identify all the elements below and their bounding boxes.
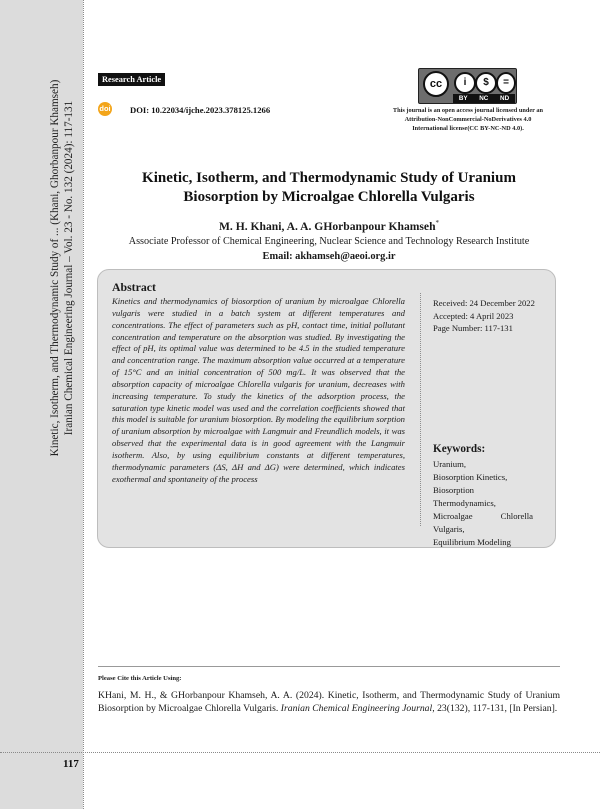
title-line-2: Biosorption by Microalgae Chlorella Vulgaris bbox=[183, 188, 475, 205]
page-number: 117 bbox=[63, 758, 79, 770]
nd-icon: = bbox=[496, 72, 516, 94]
by-icon: i bbox=[454, 72, 476, 94]
keyword-item: Thermodynamics, bbox=[433, 498, 496, 508]
citation-journal: Iranian Chemical Engineering Journal bbox=[280, 703, 433, 714]
doi-link[interactable]: DOI: 10.22034/ijche.2023.378125.1266 bbox=[130, 105, 271, 115]
license-statement bbox=[376, 106, 560, 134]
cc-label-nc: NC bbox=[479, 95, 489, 102]
affiliation: Associate Professor of Chemical Engineering, Nuclear Science and Technology Research Institute bbox=[128, 236, 530, 247]
keyword-item: Equilibrium Modeling bbox=[433, 537, 511, 547]
article-title bbox=[98, 169, 560, 206]
authors-names: M. H. Khani, A. A. GHorbanpour Khamseh bbox=[218, 219, 436, 233]
sidebar-line-1: Kinetic, Isotherm, and Thermodynamic Study of ... (Khani, Ghorbanpour Khamseh) bbox=[49, 79, 61, 457]
keyword-part: Microalgae bbox=[433, 511, 473, 521]
abstract-text: Kinetics and thermodynamics of biosorption of uranium by microalgae Chlorella vulgaris were studied in a batch system at different temperatures and concentrations. The effect of parameters such as pH, contact time, initial pollutant concentration and temperature on the absorption was studied. By investigating the effect of pH, its optimal value was determined to be 4.5 in the studied temperature and concentration range. The maximum absorption value occurred at a temperature of 15°C and an initial concentration of 500 mg/L. It was observed that the absorption capacity of microalgae Chlorella vulgaris for uranium, decreases with increasing temperature. To study the kinetics of the adsorption process, the saturation type kinetic model was used and the correlation coefficients showed that this model is suitable for uranium biosorption. By modeling the equilibrium sorption of uranium absorption by microalgae with Langmuir and Freundlich models, it was observed that the experimental data is in good agreement with the Langmuir isotherm. Also, by using equilibrium constants at different temperatures, thermodynamic parameters (ΔS, ΔH and ΔG) were determined, which indicates exothermal and spontaneity of the process bbox=[112, 296, 405, 484]
license-line-3: International license(CC BY-NC-ND 4.0). bbox=[412, 125, 524, 133]
sidebar-running-header bbox=[49, 58, 76, 478]
license-line-1: This journal is an open access journal licensed under an bbox=[392, 107, 544, 114]
citation-text bbox=[98, 689, 560, 715]
sidebar-divider bbox=[83, 0, 84, 809]
nc-icon: $ bbox=[475, 72, 497, 94]
cc-label-nd: ND bbox=[500, 95, 510, 102]
abstract-divider bbox=[420, 293, 421, 526]
keyword-item: Biosorption Kinetics, bbox=[433, 472, 508, 482]
keyword-part: Chlorella bbox=[500, 511, 533, 521]
authors bbox=[98, 219, 560, 233]
doi-icon: doi bbox=[98, 102, 112, 116]
keywords-list bbox=[433, 458, 533, 549]
keywords-heading: Keywords: bbox=[433, 443, 486, 455]
keyword-item: Uranium, bbox=[433, 459, 467, 469]
page-range: Page Number: 117-131 bbox=[433, 323, 513, 334]
cc-label-by: BY bbox=[458, 95, 468, 102]
cc-icon: cc bbox=[423, 71, 449, 97]
citation-part-2: , 23(132), 117-131, [In Persian]. bbox=[432, 703, 558, 714]
cc-labels bbox=[453, 94, 515, 103]
sidebar-line-2: Iranian Chemical Engineering Journal – Vol. 23 - No. 132 (2024): 117-131 bbox=[62, 100, 75, 436]
article-dates bbox=[433, 297, 551, 335]
cc-license-badge[interactable] bbox=[418, 68, 517, 104]
accepted-date: Accepted: 4 April 2023 bbox=[433, 310, 514, 321]
citation-heading: Please Cite this Article Using: bbox=[98, 675, 182, 682]
keyword-item: Biosorption bbox=[433, 485, 475, 495]
corresponding-author-mark: * bbox=[435, 219, 440, 227]
footer-divider bbox=[0, 752, 600, 753]
citation-part-1: KHani, M. H., & GHorbanpour Khamseh, A. A. (2024). Kinetic, Isotherm, and Thermodynamic Study of Uranium Biosorption by Microalgae Chlorella Vulgaris. bbox=[98, 690, 560, 714]
received-date: Received: 24 December 2022 bbox=[433, 298, 535, 308]
title-line-1: Kinetic, Isotherm, and Thermodynamic Study of Uranium bbox=[142, 170, 516, 186]
article-type-badge: Research Article bbox=[98, 73, 165, 86]
citation-divider bbox=[98, 666, 560, 667]
author-email[interactable]: Email: akhamseh@aeoi.org.ir bbox=[262, 251, 396, 262]
keyword-item bbox=[433, 510, 533, 523]
keyword-item: Vulgaris, bbox=[433, 524, 465, 534]
abstract-heading: Abstract bbox=[112, 280, 156, 294]
license-line-2: Attribution-NonCommercial-NoDerivatives 4.0 bbox=[404, 116, 532, 124]
